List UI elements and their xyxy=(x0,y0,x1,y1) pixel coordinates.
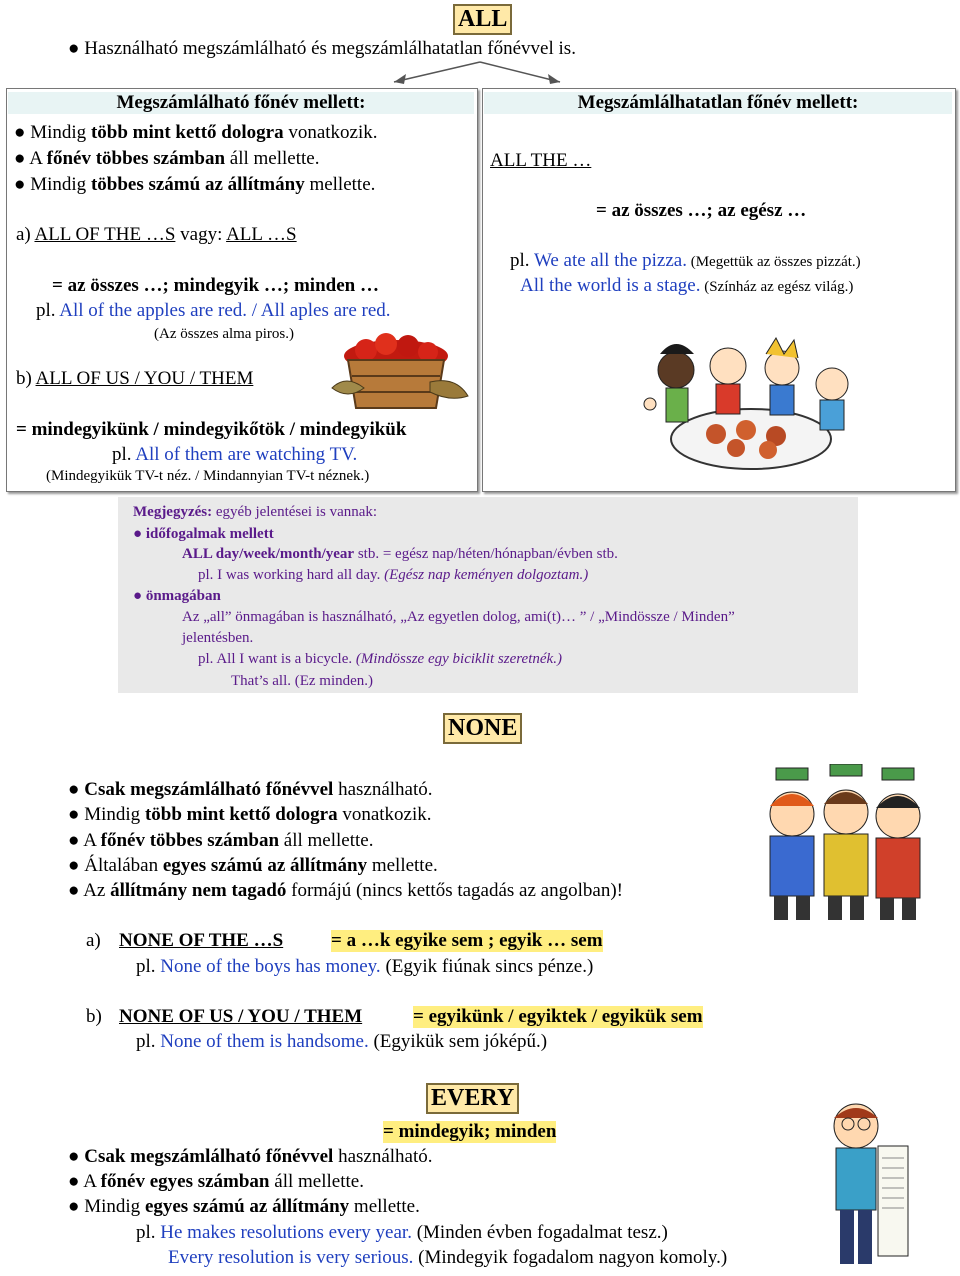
note-topic-2-desc-2: jelentésben. xyxy=(182,630,254,646)
uncountable-meaning: = az összes …; az egész … xyxy=(596,200,807,221)
note-label: Megjegyzés: egyéb jelentései is vannak: xyxy=(133,504,378,520)
note-topic-2-sentence: pl. All I want is a bicycle. (Mindössze egy biciklit szeretnék.) xyxy=(198,651,562,667)
uncountable-heading: Megszámlálhatatlan főnév mellett: xyxy=(484,92,952,114)
all-intro xyxy=(68,38,576,60)
uncountable-example-1: pl. We ate all the pizza. (Megettük az összes pizzát.) xyxy=(510,250,861,271)
countable-meaning: = az összes …; mindegyik …; minden … xyxy=(52,275,379,296)
apple-basket-icon xyxy=(326,326,471,416)
note-topic-2: ● önmagában xyxy=(133,588,221,605)
note-topic-1: ● időfogalmak mellett xyxy=(133,526,274,543)
countable-b-translation: (Mindegyikük TV-t néz. / Mindannyian TV-t néznek.) xyxy=(46,468,370,484)
all-title: ALL xyxy=(453,4,512,35)
bullet-icon xyxy=(68,38,79,59)
none-a-example: pl. None of the boys has money. (Egyik fiúnak sincs pénze.) xyxy=(136,956,594,977)
every-title: EVERY xyxy=(426,1083,519,1114)
pizza-party-icon xyxy=(636,334,866,484)
countable-b-meaning: = mindegyikünk / mindegyikőtök / mindegyikük xyxy=(16,419,407,440)
every-line-1: ● Csak megszámlálható főnévvel használható. xyxy=(68,1146,433,1168)
uncountable-example-2: All the world is a stage. (Színház az egész világ.) xyxy=(520,275,854,296)
countable-b-example: pl. All of them are watching TV. xyxy=(112,444,358,465)
branch-arrows-icon xyxy=(380,58,580,88)
none-line-5: ● Az állítmány nem tagadó formájú (nincs kettős tagadás az angolban)! xyxy=(68,880,623,902)
none-a-label: a) xyxy=(86,930,101,951)
uncountable-pattern: ALL THE … xyxy=(490,150,592,171)
countable-heading: Megszámlálható főnév mellett: xyxy=(8,92,474,114)
none-b-example: pl. None of them is handsome. (Egyikük sem jóképű.) xyxy=(136,1031,548,1052)
three-boys-icon xyxy=(746,764,936,924)
note-topic-2-desc-1: Az „all” önmagában is használható, „Az egyetlen dolog, ami(t)… ” / „Mindössze / Minden” xyxy=(182,609,735,625)
none-title: NONE xyxy=(443,713,522,744)
note-topic-1-sentence: pl. I was working hard all day. (Egész nap keményen dolgoztam.) xyxy=(198,567,589,583)
every-example-1: pl. He makes resolutions every year. (Minden évben fogadalmat tesz.) xyxy=(136,1222,668,1243)
none-b-label: b) xyxy=(86,1006,102,1027)
countable-line-2: ● A főnév többes számban áll mellette. xyxy=(14,148,319,170)
note-topic-2-last: That’s all. (Ez minden.) xyxy=(231,673,374,689)
none-a-pattern: NONE OF THE …S xyxy=(119,930,284,951)
countable-example-translation: (Az összes alma piros.) xyxy=(154,326,294,342)
countable-pattern-a: a) ALL OF THE …S vagy: ALL …S xyxy=(16,224,297,245)
none-b-meaning: = egyikünk / egyiktek / egyikük sem xyxy=(413,1006,703,1027)
all-intro-text: Használható megszámlálható és megszámlálhatatlan főnévvel is. xyxy=(84,38,576,59)
none-line-3: ● A főnév többes számban áll mellette. xyxy=(68,830,373,852)
countable-line-1: ● Mindig több mint kettő dologra vonatkozik. xyxy=(14,122,378,144)
man-with-list-icon xyxy=(800,1096,930,1272)
note-topic-1-example: ALL day/week/month/year stb. = egész nap/héten/hónapban/évben stb. xyxy=(182,546,618,562)
none-line-1: ● Csak megszámlálható főnévvel használható. xyxy=(68,779,433,801)
none-a-meaning: = a …k egyike sem ; egyik … sem xyxy=(331,930,603,951)
countable-pattern-b: b) ALL OF US / YOU / THEM xyxy=(16,368,254,389)
every-line-2: ● A főnév egyes számban áll mellette. xyxy=(68,1171,364,1193)
none-line-4: ● Általában egyes számú az állítmány mellette. xyxy=(68,855,438,877)
every-example-2: Every resolution is very serious. (Mindegyik fogadalom nagyon komoly.) xyxy=(168,1247,728,1268)
every-meaning: = mindegyik; minden xyxy=(383,1121,557,1142)
countable-line-3: ● Mindig többes számú az állítmány mellette. xyxy=(14,174,375,196)
countable-example: pl. All of the apples are red. / All aples are red. xyxy=(36,300,391,321)
every-line-3: ● Mindig egyes számú az állítmány mellette. xyxy=(68,1196,420,1218)
none-b-pattern: NONE OF US / YOU / THEM xyxy=(119,1006,363,1027)
none-line-2: ● Mindig több mint kettő dologra vonatkozik. xyxy=(68,804,432,826)
